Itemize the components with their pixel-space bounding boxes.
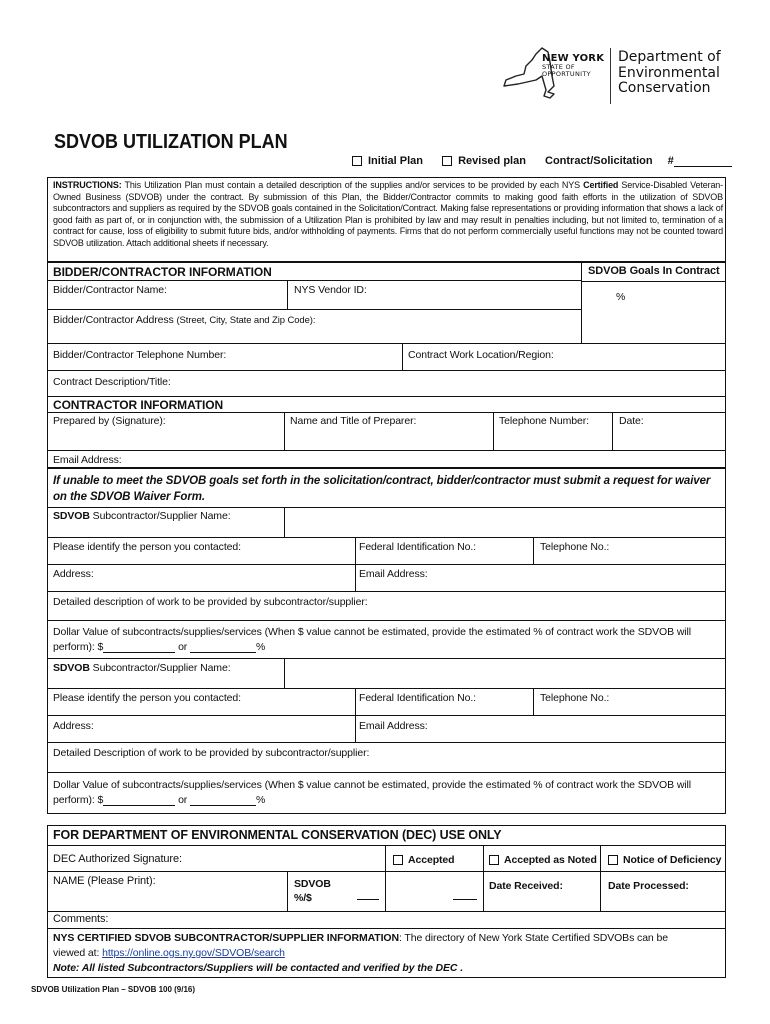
rule bbox=[284, 412, 285, 450]
sub2-address-label[interactable]: Address: bbox=[53, 720, 94, 732]
sub2-email-label[interactable]: Email Address: bbox=[359, 720, 428, 732]
bidder-address-label: Bidder/Contractor Address bbox=[53, 314, 174, 326]
sub1-contact-label[interactable]: Please identify the person you contacted: bbox=[53, 541, 241, 553]
preparer-name-label[interactable]: Name and Title of Preparer: bbox=[290, 415, 417, 427]
rule bbox=[600, 845, 601, 911]
sub1-name-label bbox=[53, 510, 231, 522]
viewed-at-line bbox=[53, 947, 285, 959]
form-footer: SDVOB Utilization Plan – SDVOB 100 (9/16) bbox=[31, 985, 196, 994]
sub2-name-field[interactable] bbox=[290, 663, 720, 683]
sub2-perform-label: perform): $ bbox=[53, 794, 104, 806]
dec-line2: Environmental bbox=[618, 64, 720, 81]
sub2-work-desc-label[interactable]: Detailed Description of work to be provided by subcontractor/supplier: bbox=[53, 747, 370, 759]
dec-line3: Conservation bbox=[618, 80, 711, 96]
sub1-address-label[interactable]: Address: bbox=[53, 568, 94, 580]
instructions-label: INSTRUCTIONS: bbox=[53, 180, 122, 190]
bidder-phone-label[interactable]: Bidder/Contractor Telephone Number: bbox=[53, 349, 227, 361]
rule bbox=[402, 343, 403, 370]
directory-bold: NYS CERTIFIED SDVOB SUBCONTRACTOR/SUPPLIER INFORMATION bbox=[53, 932, 399, 944]
pct-dollar-label: %/$ bbox=[294, 892, 312, 904]
rule bbox=[47, 537, 726, 538]
sub2-name-bold: SDVOB bbox=[53, 662, 90, 674]
sub1-name-text: Subcontractor/Supplier Name: bbox=[89, 510, 231, 522]
dec-line1: Department of bbox=[618, 49, 721, 65]
sub2-telephone-label[interactable]: Telephone No.: bbox=[540, 692, 610, 704]
contract-number-field[interactable] bbox=[674, 156, 732, 167]
contractor-date-label[interactable]: Date: bbox=[619, 415, 644, 427]
instructions-text bbox=[53, 180, 723, 250]
viewed-at-label: viewed at: bbox=[53, 947, 103, 959]
sub1-perform-label: perform): $ bbox=[53, 641, 104, 653]
sub2-name-label bbox=[53, 662, 231, 674]
ny-line3: OPPORTUNITY bbox=[542, 70, 591, 78]
rule bbox=[47, 370, 726, 371]
sub1-email-label[interactable]: Email Address: bbox=[359, 568, 428, 580]
accepted-checkbox[interactable] bbox=[393, 855, 403, 865]
goals-title: SDVOB Goals In Contract bbox=[588, 265, 720, 277]
deficiency-label: Notice of Deficiency bbox=[623, 854, 722, 866]
rule bbox=[493, 412, 494, 450]
contractor-section-title: CONTRACTOR INFORMATION bbox=[53, 398, 224, 412]
rule bbox=[287, 871, 288, 911]
rule bbox=[287, 280, 288, 309]
rule bbox=[47, 928, 726, 929]
rule bbox=[533, 537, 534, 564]
sub2-or-label: or bbox=[175, 794, 191, 806]
page-title: SDVOB UTILIZATION PLAN bbox=[54, 131, 288, 153]
rule bbox=[47, 688, 726, 689]
rule bbox=[47, 845, 726, 846]
rule bbox=[47, 280, 581, 281]
sub2-contact-label[interactable]: Please identify the person you contacted: bbox=[53, 692, 241, 704]
contract-hash: # bbox=[667, 155, 674, 168]
contractor-telephone-label[interactable]: Telephone Number: bbox=[499, 415, 589, 427]
rule bbox=[47, 658, 726, 659]
goals-percent[interactable]: % bbox=[616, 291, 626, 303]
bidder-address-hint: (Street, City, State and Zip Code): bbox=[176, 315, 316, 326]
accepted-noted-checkbox[interactable] bbox=[489, 855, 499, 865]
deficiency-checkbox[interactable] bbox=[608, 855, 618, 865]
sub2-percent-field[interactable] bbox=[190, 796, 256, 806]
goals-divider bbox=[581, 262, 582, 343]
date-processed-label[interactable]: Date Processed: bbox=[608, 880, 689, 892]
sub1-percent-field[interactable] bbox=[190, 643, 256, 653]
sub1-telephone-label[interactable]: Telephone No.: bbox=[540, 541, 610, 553]
ny-line2: STATE OF bbox=[542, 63, 575, 71]
dec-signature-label[interactable]: DEC Authorized Signature: bbox=[53, 853, 182, 865]
rule bbox=[47, 871, 726, 872]
comments-label[interactable]: Comments: bbox=[53, 913, 109, 925]
rule bbox=[47, 343, 726, 344]
rule bbox=[47, 412, 726, 413]
sub2-dollar-field[interactable] bbox=[103, 796, 175, 806]
rule bbox=[533, 688, 534, 715]
revised-plan-label: Revised plan bbox=[458, 155, 526, 168]
rule bbox=[47, 772, 726, 773]
sdvob-directory-link[interactable]: https://online.ogs.ny.gov/SDVOB/search bbox=[102, 947, 285, 959]
accepted-noted-label: Accepted as Noted bbox=[504, 854, 597, 866]
sub1-dollar-field[interactable] bbox=[103, 643, 175, 653]
bidder-section-title: BIDDER/CONTRACTOR INFORMATION bbox=[53, 265, 272, 279]
sub1-name-bold: SDVOB bbox=[53, 510, 90, 522]
logo-divider bbox=[610, 48, 611, 104]
rule bbox=[47, 309, 581, 310]
sub2-dollar-line1: Dollar Value of subcontracts/supplies/services (When $ value cannot be estimated, provide the estimated % of contract work the SDVOB will bbox=[53, 779, 691, 791]
rule bbox=[47, 564, 726, 565]
rule bbox=[284, 507, 285, 537]
sdvob-label: SDVOB bbox=[294, 878, 331, 890]
dec-use-title: FOR DEPARTMENT OF ENVIRONMENTAL CONSERVATION (DEC) USE ONLY bbox=[53, 828, 502, 842]
vendor-id-label[interactable]: NYS Vendor ID: bbox=[294, 284, 367, 296]
sub2-name-text: Subcontractor/Supplier Name: bbox=[89, 662, 231, 674]
directory-text: : The directory of New York State Certified SDVOBs can be bbox=[398, 932, 668, 944]
rule bbox=[47, 742, 726, 743]
rule bbox=[612, 412, 613, 450]
contract-solicitation-label: Contract/Solicitation bbox=[545, 155, 653, 168]
dec-wordmark bbox=[618, 50, 721, 97]
sub2-dollar-line2 bbox=[53, 794, 265, 806]
rule bbox=[483, 845, 484, 911]
dec-logo bbox=[498, 44, 738, 104]
work-location-label[interactable]: Contract Work Location/Region: bbox=[408, 349, 554, 361]
accepted-label: Accepted bbox=[408, 854, 455, 866]
rule bbox=[284, 658, 285, 688]
sub1-percent-sign: % bbox=[256, 641, 266, 653]
rule bbox=[385, 845, 386, 911]
name-print-label[interactable]: NAME (Please Print): bbox=[53, 875, 156, 887]
plan-options bbox=[352, 155, 732, 167]
sub2-percent-sign: % bbox=[256, 794, 266, 806]
contract-description-label[interactable]: Contract Description/Title: bbox=[53, 376, 171, 388]
sub1-name-field[interactable] bbox=[290, 512, 720, 532]
revised-plan-checkbox[interactable] bbox=[442, 156, 452, 166]
sub1-federal-id-label[interactable]: Federal Identification No.: bbox=[359, 541, 476, 553]
initial-plan-checkbox[interactable] bbox=[352, 156, 362, 166]
ny-wordmark bbox=[542, 54, 604, 78]
sub1-dollar-line2 bbox=[53, 641, 265, 653]
rule bbox=[47, 620, 726, 621]
rule bbox=[47, 396, 726, 397]
accepted-noted-option[interactable] bbox=[489, 854, 597, 866]
bidder-name-label[interactable]: Bidder/Contractor Name: bbox=[53, 284, 167, 296]
instructions-part-b: Service-Disabled Veteran-Owned Business (SDVOB) under the contract. By submission of this Plan, the Bidder/Contractor commits to making good faith efforts in the utilization of SDVOB subcontractors and suppliers as required by the SDVOB goals contained in the Solicitation/Contract. Making false representations or providing information that shows a lack of good faith as part of, or in conjunction with, the submission of a Utilization Plan is prohibited by law and may result in penalties including, but not limited to, termination of a contract for cause, loss of eligibility to submit future bids, and/or withholding of payments. Firms that do not perform commercially useful functions may not be counted toward SDVOB utilization. Attach additional sheets if necessary. bbox=[53, 180, 723, 248]
rule bbox=[47, 591, 726, 592]
instructions-certified: Certified bbox=[583, 180, 619, 190]
sdvob-blank[interactable] bbox=[357, 899, 379, 900]
contractor-email-label[interactable]: Email Address: bbox=[53, 454, 122, 466]
initial-plan-label: Initial Plan bbox=[368, 155, 424, 168]
bidder-address-field[interactable] bbox=[53, 314, 315, 326]
rule bbox=[47, 450, 726, 451]
rule bbox=[581, 281, 726, 282]
verification-note: Note: All listed Subcontractors/Suppliers will be contacted and verified by the DEC . bbox=[53, 962, 464, 974]
sub2-federal-id-label[interactable]: Federal Identification No.: bbox=[359, 692, 476, 704]
date-received-label[interactable]: Date Received: bbox=[489, 880, 563, 892]
waiver-notice-line2: on the SDVOB Waiver Form. bbox=[53, 491, 205, 503]
sdvob-blank-2[interactable] bbox=[453, 899, 477, 900]
ny-line1: NEW YORK bbox=[542, 53, 605, 64]
prepared-by-label[interactable]: Prepared by (Signature): bbox=[53, 415, 166, 427]
waiver-notice-line1: If unable to meet the SDVOB goals set forth in the solicitation/contract, bidder/contractor must submit a request for waiver bbox=[53, 475, 711, 487]
rule bbox=[47, 507, 726, 508]
rule bbox=[47, 715, 726, 716]
deficiency-option[interactable] bbox=[608, 854, 721, 866]
accepted-option[interactable] bbox=[393, 854, 454, 866]
sub1-dollar-line1: Dollar Value of subcontracts/supplies/services (When $ value cannot be estimated, provide the estimated % of contract work the SDVOB will bbox=[53, 626, 691, 638]
rule bbox=[47, 911, 726, 912]
sub1-work-desc-label[interactable]: Detailed description of work to be provided by subcontractor/supplier: bbox=[53, 596, 368, 608]
instructions-part-a: This Utilization Plan must contain a detailed description of the supplies and/or services to be provided by each NYS bbox=[121, 180, 584, 190]
sub1-or-label: or bbox=[175, 641, 191, 653]
directory-line bbox=[53, 932, 668, 944]
